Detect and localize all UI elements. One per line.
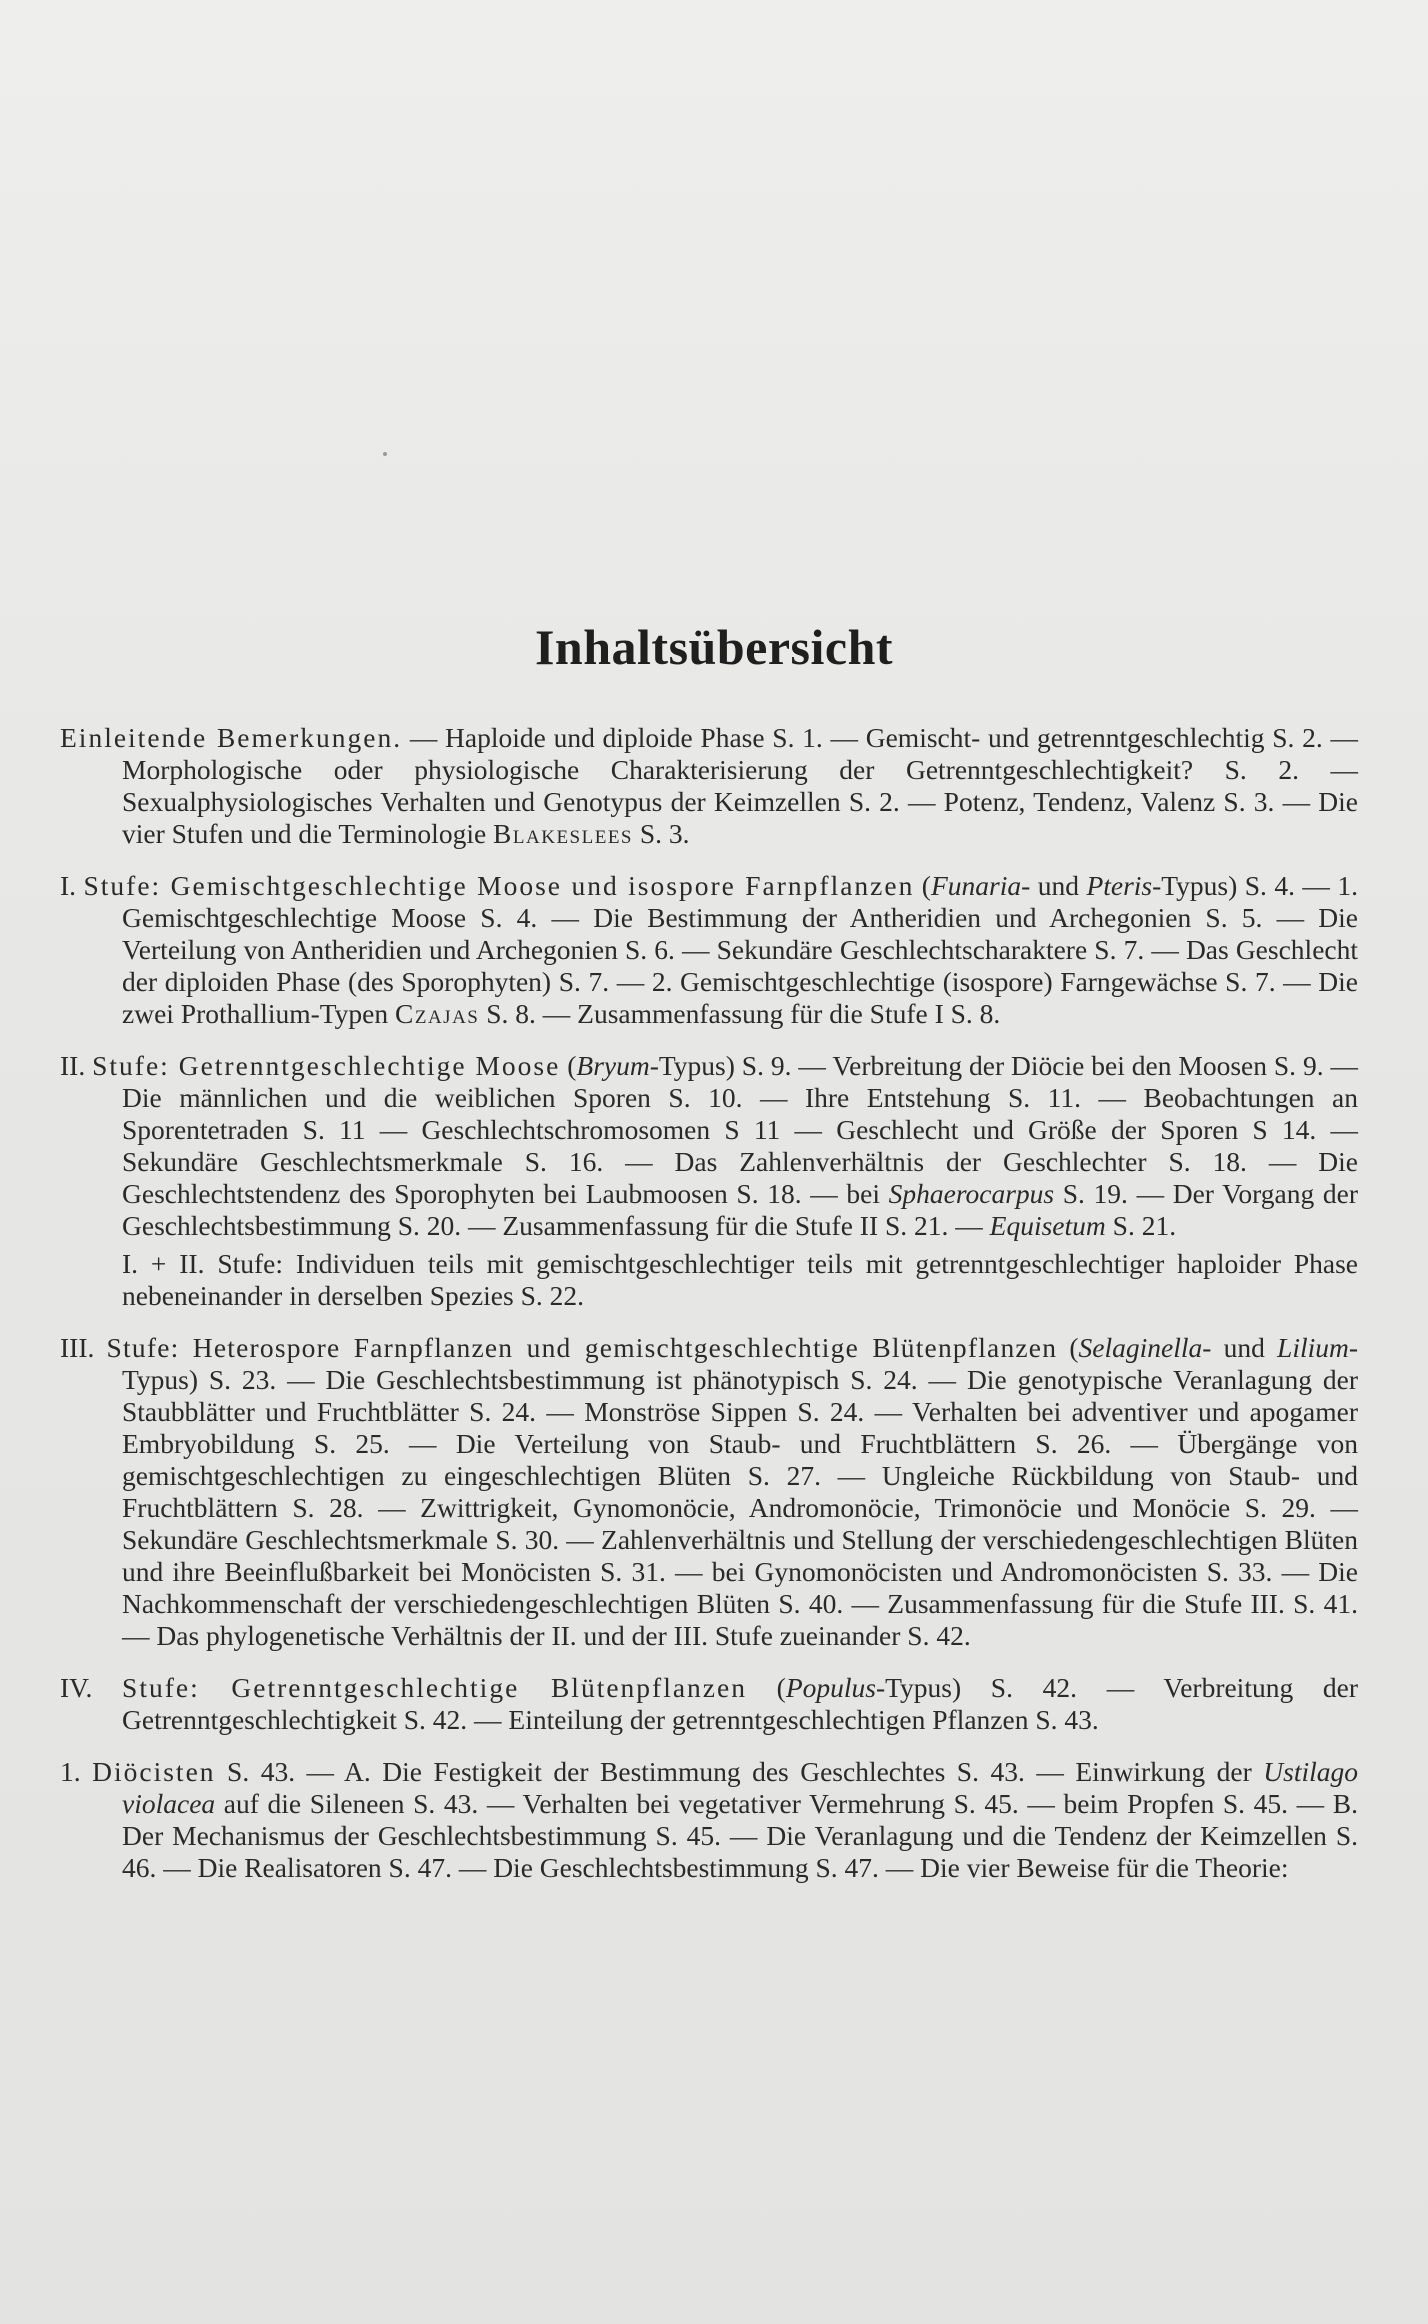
entry-text: S. 19. — Der Vorgang der Geschlechtsbestimmung S. 20. — Zusammenfassung für die Stufe II S. 21. —	[122, 1178, 1358, 1241]
toc-entry-stufe-3	[60, 1332, 1358, 1652]
toc-entry-stufe-2	[60, 1050, 1358, 1242]
entry-heading: Diöcisten	[92, 1756, 216, 1787]
entry-punct: (	[567, 1050, 577, 1081]
entry-tail: S. 3.	[639, 818, 690, 849]
entry-taxon: Sphaerocarpus	[888, 1178, 1055, 1209]
entry-text: -Typus) S. 9. — Verbreitung der Diöcie bei den Moosen S. 9. — Die männlichen und die weiblichen Sporen S. 10. — Ihre Entstehung S. 11. — Beobachtungen an Sporentetraden S. 11 — Geschlechtschromosomen S 11 — Geschlecht und Größe der Sporen S 14. — Sekundäre Geschlechtsmerkmale S. 16. — Das Zahlenverhältnis der Geschlechter S. 18. — Die Geschlechtstendenz des Sporophyten bei Laubmoosen S. 18. — bei	[122, 1050, 1358, 1209]
entry-number: III.	[60, 1332, 95, 1363]
entry-text: -Typus) S. 23. — Die Geschlechtsbestimmung ist phänotypisch S. 24. — Die genotypische Veranlagung der Staubblätter und Fruchtblätter S. 24. — Monströse Sippen S. 24. — Verhalten bei adventiver und apogamer Embryobildung S. 25. — Die Verteilung von Staub- und Fruchtblättern S. 26. — Übergänge von gemischtgeschlechtigen zu eingeschlechtigen Blüten S. 27. — Ungleiche Rückbildung von Staub- und Fruchtblättern S. 28. — Zwittrigkeit, Gynomonöcie, Andromonöcie, Trimonöcie und Monöcie S. 29. — Sekundäre Geschlechtsmerkmale S. 30. — Zahlenverhältnis und Stellung der verschiedengeschlechtigen Blüten und ihre Beeinflußbarkeit bei Monöcisten S. 31. — bei Gynomonöcisten und Andromonöcisten S. 33. — Die Nachkommenschaft der verschiedengeschlechtigen Blüten S. 40. — Zusammenfassung für die Stufe III. S. 41. — Das phylogenetische Verhältnis der II. und der III. Stufe zueinander S. 42.	[122, 1332, 1359, 1651]
entry-heading: Stufe: Getrenntgeschlechtige Moose	[92, 1050, 561, 1081]
entry-number: I.	[60, 870, 77, 901]
entry-heading: Stufe: Gemischtgeschlechtige Moose und isospore Farnpflanzen	[83, 870, 915, 901]
entry-heading: Stufe: Heterospore Farnpflanzen und gemischtgeschlechtige Blütenpflanzen	[106, 1332, 1058, 1363]
entry-text: -Typus) S. 42. — Verbreitung der Getrenntgeschlechtigkeit S. 42. — Einteilung der getrenntgeschlechtigen Pflanzen S. 43.	[122, 1672, 1359, 1735]
entry-punct: und	[1211, 1332, 1278, 1363]
entry-heading: Einleitende Bemerkungen.	[60, 722, 403, 753]
entry-text: -Typus) S. 4. — 1. Gemischtgeschlechtige Moose S. 4. — Die Bestimmung der Antheridien und Archegonien S. 5. — Die Verteilung von Antheridien und Archegonien S. 6. — Sekundäre Geschlechtscharaktere S. 7. — Das Geschlecht der diploiden Phase (des Sporophyten) S. 7. — 2. Gemischtgeschlechtige (isospore) Farngewächse S. 7. — Die zwei Prothallium-Typen	[122, 870, 1359, 1029]
entry-punct: (	[1069, 1332, 1079, 1363]
entry-number: 1.	[60, 1756, 81, 1787]
toc-entry-stufe-1	[60, 870, 1358, 1030]
toc-entry-stufe-1-2	[60, 1248, 1358, 1312]
toc-entry-stufe-4	[60, 1672, 1358, 1736]
entry-taxon: Lilium	[1277, 1332, 1349, 1363]
entry-punct: und	[1030, 870, 1087, 901]
entry-punct: (	[776, 1672, 786, 1703]
table-of-contents	[60, 722, 1358, 1904]
entry-taxon: Populus	[785, 1672, 876, 1703]
toc-entry-introduction	[60, 722, 1358, 850]
entry-tail: S. 8. — Zusammenfassung für die Stufe I S. 8.	[486, 998, 1001, 1029]
entry-heading: Stufe: Getrenntgeschlechtige Blütenpflanzen	[122, 1672, 747, 1703]
entry-text: S. 43. — A. Die Festigkeit der Bestimmung des Geschlechtes S. 43. — Einwirkung der	[227, 1756, 1252, 1787]
entry-author-name: Blakeslees	[493, 818, 633, 849]
entry-number: IV.	[60, 1672, 93, 1703]
entry-taxon: Equisetum	[989, 1210, 1106, 1241]
entry-taxon: Bryum	[576, 1050, 650, 1081]
toc-entry-dioecisten	[60, 1756, 1358, 1884]
entry-number: II.	[60, 1050, 86, 1081]
entry-text: I. + II. Stufe: Individuen teils mit gemischtgeschlechtiger teils mit getrenntgeschlechtiger haploider Phase nebeneinander in derselben Spezies S. 22.	[122, 1248, 1358, 1311]
entry-author-name: Czajas	[395, 998, 480, 1029]
entry-taxon: Selaginella-	[1078, 1332, 1212, 1363]
paper-speck	[383, 452, 387, 456]
entry-tail: S. 21.	[1112, 1210, 1177, 1241]
entry-taxon: Funaria-	[930, 870, 1031, 901]
entry-text: auf die Sileneen S. 43. — Verhalten bei vegetativer Vermehrung S. 45. — beim Propfen S. 45. — B. Der Mechanismus der Geschlechtsbestimmung S. 45. — Die Veranlagung und die Tendenz der Keimzellen S. 46. — Die Realisatoren S. 47. — Die Geschlechtsbestimmung S. 47. — Die vier Beweise für die Theorie:	[122, 1788, 1359, 1883]
page-title: Inhaltsübersicht	[534, 619, 894, 675]
entry-taxon: Ustilago violacea	[122, 1756, 1359, 1819]
entry-punct: (	[921, 870, 931, 901]
entry-text: — Haploide und diploide Phase S. 1. — Gemischt- und getrenntgeschlechtig S. 2. — Morphologische oder physiologische Charakterisierung der Getrenntgeschlechtigkeit? S. 2. — Sexualphysiologisches Verhalten und Genotypus der Keimzellen S. 2. — Potenz, Tendenz, Valenz S. 3. — Die vier Stufen und die Terminologie	[122, 722, 1358, 849]
entry-taxon: Pteris	[1086, 870, 1153, 901]
